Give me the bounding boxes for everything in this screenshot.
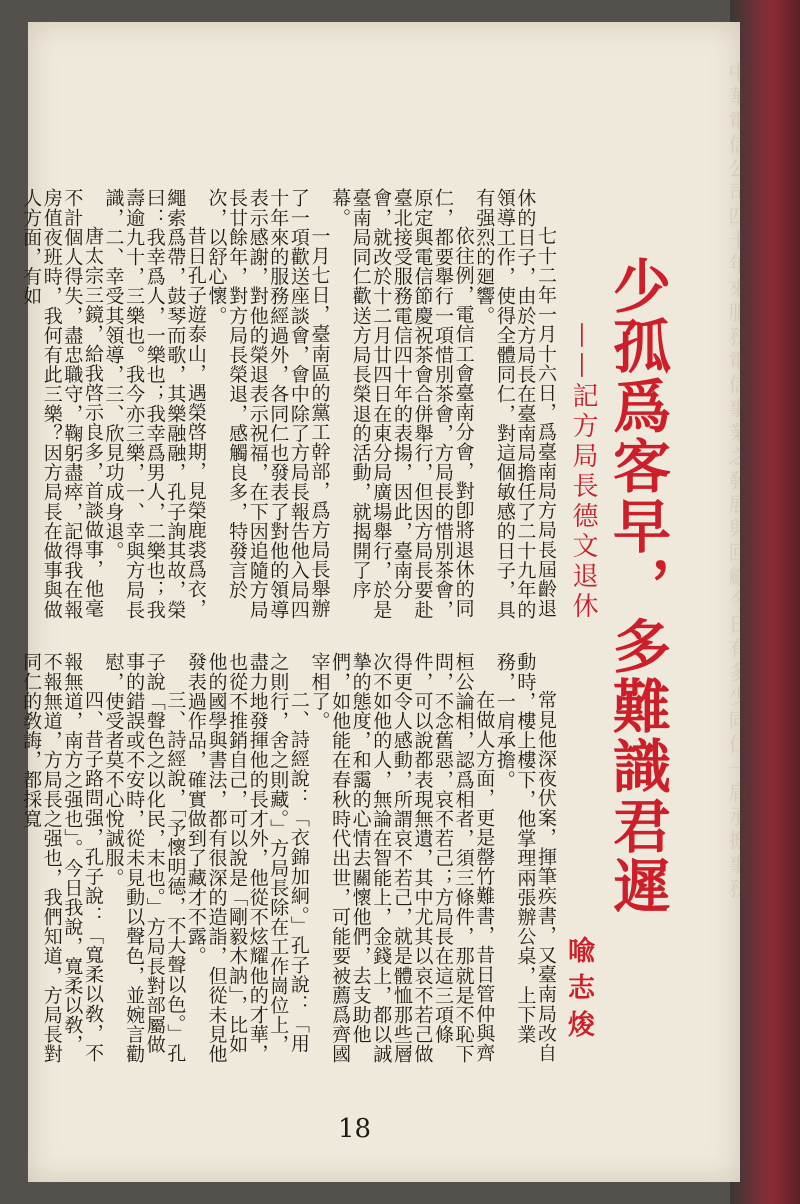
paragraph: 三、詩經說，「予懷明德，不大聲以色。」孔子說「聲色之以化民，末也。」方局長對部屬做事的錯誤或不安時，從未見動以聲色，並婉言勸慰，使受者莫不心悅誠服。 bbox=[102, 652, 187, 1064]
paragraph: 四、昔子路問强，孔子說：「寬柔以敎，不報無道，南方之强也」。今日我說，寬柔以敎，不報無道，方局長之强也，我們知道，方局長對同仁的敎誨，都採寬 bbox=[20, 652, 104, 1064]
paragraph: 唐太宗三鏡，給我啓示良多，首談做事，他毫不計個人得失，盡忠職守，鞠躬盡瘁，記得我在報房值夜班時，我何有此三樂？因方局長在做事與做人方面，有如 bbox=[20, 188, 104, 620]
author-name: 喩志焌 bbox=[563, 936, 594, 1047]
paragraph: 七十二年一月十六日，爲臺南局方局長屆齡退休的日子，由於方局長在臺南局擔任了二十九年的領導工作，使得全體同仁，對這個敏感的日子，具有强烈的廻響。 bbox=[473, 188, 557, 620]
paragraph: 依往例，電信工會臺南分會，對卽將退休的同仁，都要舉行一項惜別茶會，方局長的惜別茶會，原定與電信節慶祝茶會合併舉行，但因方局長要赴臺北接受服務電信四十年的表揚，因此，臺南分會，就改於十二月廿四日在東分局廣場舉行，於是臺南局同仁歡送方局長榮退的活動，就揭開了序幕。 bbox=[329, 188, 475, 620]
article-title: 少孤爲客早，多難識君遲 bbox=[603, 256, 671, 916]
paragraph: 一月七日，臺南區的黨工幹部，爲方局長舉辦了一項歡送座談會，會中除了方局長報告他入局四十年來的服務經過外，各同仁也發表了對他的領導表示感謝，對他的榮退表示祝福，在下因追隨方局長廿餘年，對方局長榮退，感觸良多，特發言於次，以舒心懷。 bbox=[205, 188, 331, 620]
book-binding-edge bbox=[730, 0, 800, 1204]
text-column-upper bbox=[20, 188, 557, 636]
paragraph: 二、詩經說：「衣錦加絅。」孔子說：「用之則行，舍之則藏。」方局長除在工作崗位上，盡力地發揮他的長才外，他從不炫耀他的才華，也從不推銷自己，可以說是「剛毅木訥」，比如他的國學與書法，都有很深的造詣，但從未見他發表過作品，確實做到了藏才不露。 bbox=[184, 652, 310, 1064]
paragraph: 昔日孔子遊泰山，遇榮啓期，見榮鹿裘爲衣，繩索爲帶，鼓琴而歌，其樂融融，孔子詢其故，榮曰：我幸爲人，一樂也；我幸爲男人，二樂也；我壽逾九十，三樂也。我今亦三樂，一、幸與方局長識，二、幸受其領導，三、欣見功成身退。 bbox=[102, 188, 207, 620]
paragraph: 常見他深夜伏案，揮筆疾書，又臺南局改自動時，樓上樓下，他掌理兩張辦公桌，上下業務，一肩承擔。 bbox=[493, 652, 557, 1063]
book-page bbox=[20, 22, 749, 1182]
bleed-through-text: 中華電信公司四十年來服務電信事業之發展與回顧今日有多少同仁一肩承擔事務 bbox=[725, 62, 749, 902]
article-subtitle: ——記方局長德文退休 bbox=[568, 322, 598, 622]
text-column-lower bbox=[20, 652, 557, 1072]
page-number: 18 bbox=[338, 1114, 372, 1144]
paragraph: 在做人方面，更是罄竹難書，昔日管仲與齊桓公論相，認爲相者，須三條件，那就是不恥下問，不念舊惡，哀不若己；方局長在這三項條件，可以說都表現無遺，其中尤其以哀不若己做得更令人感動，所謂哀不若己，就是體恤那些層次不如他的人，無論在智能上，金錢上，都以誠摯的態度，和靄的心情去關懷他們，去支助他們，如他能在春秋時代出世，可能要被薦爲齊國宰相了。 bbox=[308, 652, 496, 1064]
